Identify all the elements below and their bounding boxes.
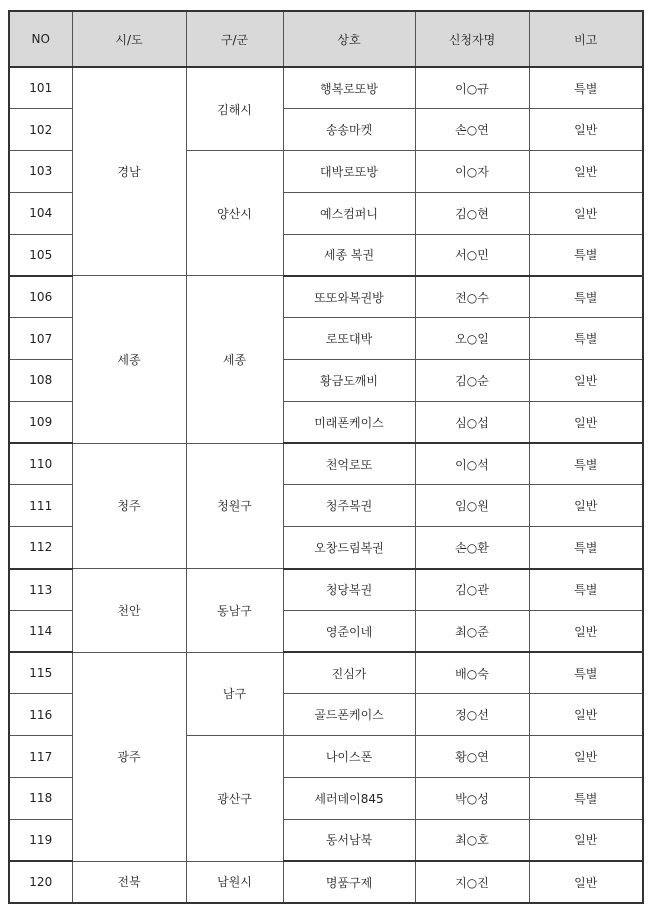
header-note: 비고 — [529, 11, 643, 67]
header-no: NO — [9, 11, 72, 67]
cell-note: 일반 — [529, 485, 643, 527]
cell-note: 일반 — [529, 401, 643, 443]
cell-no: 103 — [9, 151, 72, 193]
cell-no: 105 — [9, 234, 72, 276]
cell-shop: 골드폰케이스 — [283, 694, 415, 736]
cell-no: 119 — [9, 819, 72, 861]
cell-applicant: 오○일 — [415, 318, 529, 360]
cell-sido: 경남 — [72, 67, 186, 276]
cell-note: 특별 — [529, 652, 643, 694]
header-gugun: 구/군 — [186, 11, 283, 67]
cell-note: 특별 — [529, 234, 643, 276]
cell-note: 일반 — [529, 109, 643, 151]
cell-applicant: 이○자 — [415, 151, 529, 193]
cell-applicant: 손○연 — [415, 109, 529, 151]
cell-note: 일반 — [529, 694, 643, 736]
cell-applicant: 최○준 — [415, 610, 529, 652]
cell-no: 113 — [9, 569, 72, 611]
cell-no: 115 — [9, 652, 72, 694]
cell-applicant: 서○민 — [415, 234, 529, 276]
cell-shop: 송송마켓 — [283, 109, 415, 151]
cell-no: 101 — [9, 67, 72, 109]
cell-shop: 청당복권 — [283, 569, 415, 611]
cell-note: 특별 — [529, 276, 643, 318]
header-shop: 상호 — [283, 11, 415, 67]
cell-note: 특별 — [529, 569, 643, 611]
cell-note: 특별 — [529, 67, 643, 109]
cell-note: 일반 — [529, 736, 643, 778]
cell-no: 117 — [9, 736, 72, 778]
cell-no: 110 — [9, 443, 72, 485]
cell-shop: 로또대박 — [283, 318, 415, 360]
cell-no: 104 — [9, 192, 72, 234]
cell-gugun: 양산시 — [186, 151, 283, 276]
cell-gugun: 청원구 — [186, 443, 283, 568]
cell-applicant: 이○규 — [415, 67, 529, 109]
cell-shop: 영준이네 — [283, 610, 415, 652]
retailer-table — [8, 10, 644, 904]
cell-applicant: 이○석 — [415, 443, 529, 485]
cell-sido: 전북 — [72, 861, 186, 903]
cell-shop: 천억로또 — [283, 443, 415, 485]
cell-no: 114 — [9, 610, 72, 652]
cell-applicant: 최○호 — [415, 819, 529, 861]
cell-sido: 세종 — [72, 276, 186, 443]
cell-applicant: 심○섭 — [415, 401, 529, 443]
cell-gugun: 김해시 — [186, 67, 283, 151]
cell-no: 102 — [9, 109, 72, 151]
cell-note: 일반 — [529, 610, 643, 652]
cell-no: 108 — [9, 360, 72, 402]
header-applicant: 신청자명 — [415, 11, 529, 67]
cell-note: 특별 — [529, 318, 643, 360]
cell-shop: 또또와복권방 — [283, 276, 415, 318]
cell-shop: 행복로또방 — [283, 67, 415, 109]
cell-applicant: 김○현 — [415, 192, 529, 234]
cell-note: 일반 — [529, 861, 643, 903]
cell-shop: 미래폰케이스 — [283, 401, 415, 443]
cell-shop: 오창드림복권 — [283, 527, 415, 569]
cell-shop: 세종 복권 — [283, 234, 415, 276]
cell-note: 특별 — [529, 778, 643, 820]
cell-gugun: 동남구 — [186, 569, 283, 653]
cell-note: 일반 — [529, 360, 643, 402]
cell-sido: 광주 — [72, 652, 186, 861]
cell-no: 118 — [9, 778, 72, 820]
cell-note: 일반 — [529, 151, 643, 193]
cell-note: 특별 — [529, 443, 643, 485]
cell-applicant: 전○수 — [415, 276, 529, 318]
table-row — [9, 861, 643, 903]
cell-gugun: 남구 — [186, 652, 283, 736]
cell-shop: 동서남북 — [283, 819, 415, 861]
cell-applicant: 김○관 — [415, 569, 529, 611]
cell-no: 111 — [9, 485, 72, 527]
cell-no: 120 — [9, 861, 72, 903]
table-row — [9, 652, 643, 694]
cell-shop: 진심가 — [283, 652, 415, 694]
cell-note: 일반 — [529, 819, 643, 861]
cell-shop: 황금도깨비 — [283, 360, 415, 402]
cell-shop: 예스컴퍼니 — [283, 192, 415, 234]
header-row — [9, 11, 643, 67]
cell-no: 106 — [9, 276, 72, 318]
cell-applicant: 황○연 — [415, 736, 529, 778]
cell-applicant: 정○선 — [415, 694, 529, 736]
cell-no: 116 — [9, 694, 72, 736]
table-row — [9, 67, 643, 109]
cell-no: 112 — [9, 527, 72, 569]
cell-applicant: 박○성 — [415, 778, 529, 820]
cell-shop: 세러데이845 — [283, 778, 415, 820]
cell-sido: 천안 — [72, 569, 186, 653]
cell-no: 109 — [9, 401, 72, 443]
cell-gugun: 남원시 — [186, 861, 283, 903]
cell-note: 일반 — [529, 192, 643, 234]
cell-applicant: 임○원 — [415, 485, 529, 527]
cell-applicant: 지○진 — [415, 861, 529, 903]
cell-sido: 청주 — [72, 443, 186, 568]
cell-applicant: 손○환 — [415, 527, 529, 569]
cell-shop: 명품구제 — [283, 861, 415, 903]
cell-shop: 대박로또방 — [283, 151, 415, 193]
cell-gugun: 세종 — [186, 276, 283, 443]
cell-applicant: 김○순 — [415, 360, 529, 402]
table-row — [9, 276, 643, 318]
header-sido: 시/도 — [72, 11, 186, 67]
cell-note: 특별 — [529, 527, 643, 569]
cell-shop: 청주복권 — [283, 485, 415, 527]
table-row — [9, 569, 643, 611]
table-row — [9, 443, 643, 485]
cell-gugun: 광산구 — [186, 736, 283, 861]
cell-shop: 나이스폰 — [283, 736, 415, 778]
cell-applicant: 배○숙 — [415, 652, 529, 694]
cell-no: 107 — [9, 318, 72, 360]
